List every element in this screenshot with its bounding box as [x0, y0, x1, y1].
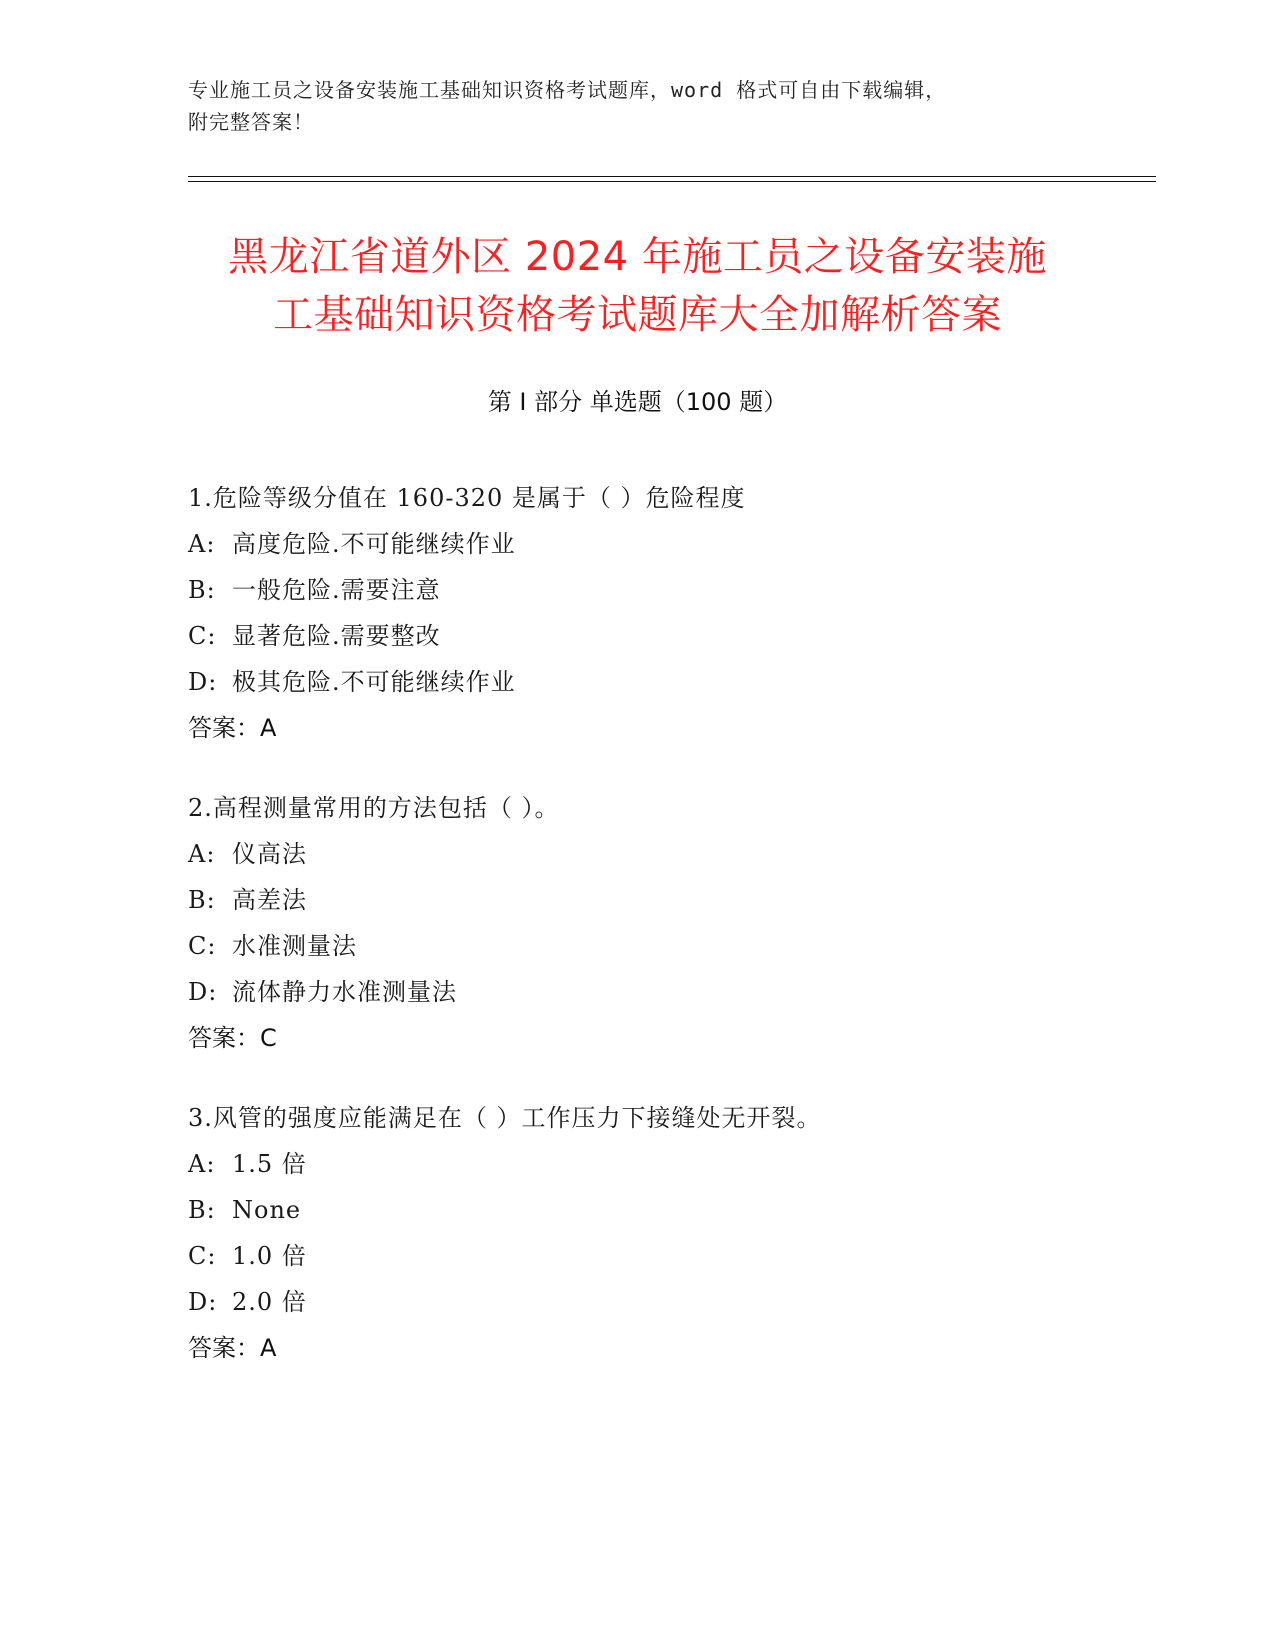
header-note-line-2: 附完整答案！: [188, 110, 314, 134]
option-c: [188, 923, 1148, 969]
option-text: 仪高法: [232, 840, 307, 868]
option-key: A:: [188, 1150, 216, 1178]
option-c: [188, 613, 1148, 659]
option-key: D:: [188, 978, 218, 1006]
question-stem: 2.高程测量常用的方法包括（ ）。: [188, 794, 560, 822]
option-key: C:: [188, 622, 217, 650]
answer: 答案：A: [188, 714, 277, 742]
option-text: None: [232, 1196, 302, 1224]
question-stem: 3.风管的强度应能满足在（ ）工作压力下接缝处无开裂。: [188, 1104, 822, 1132]
answer: 答案：A: [188, 1334, 277, 1362]
option-text: 极其危险.不可能继续作业: [232, 668, 516, 696]
option-key: A:: [188, 840, 216, 868]
option-b: [188, 1187, 1148, 1233]
option-text: 水准测量法: [232, 932, 357, 960]
header-rule-bottom: [188, 181, 1156, 182]
header-rule-top: [188, 176, 1156, 177]
option-d: [188, 659, 1148, 705]
question-list: [188, 475, 1148, 1405]
option-b: [188, 877, 1148, 923]
question-3: [188, 1095, 1148, 1371]
option-a: [188, 1141, 1148, 1187]
option-text: 2.0 倍: [232, 1288, 307, 1316]
option-key: B:: [188, 886, 216, 914]
option-text: 一般危险.需要注意: [232, 576, 441, 604]
option-a: [188, 831, 1148, 877]
section-title: 第 I 部分 单选题（100 题）: [487, 388, 788, 416]
document-title-line-2: 工基础知识资格考试题库大全加解析答案: [273, 292, 1002, 338]
question-stem: 1.危险等级分值在 160-320 是属于（ ）危险程度: [188, 484, 746, 512]
option-key: B:: [188, 1196, 216, 1224]
header-note: [188, 74, 1088, 138]
option-a: [188, 521, 1148, 567]
answer: 答案：C: [188, 1024, 277, 1052]
option-text: 高差法: [232, 886, 307, 914]
option-d: [188, 1279, 1148, 1325]
document-title-line-1: 黑龙江省道外区 2024 年施工员之设备安装施: [228, 234, 1047, 280]
option-c: [188, 1233, 1148, 1279]
header-note-line-1: 专业施工员之设备安装施工基础知识资格考试题库，word 格式可自由下载编辑，: [188, 78, 947, 102]
option-key: C:: [188, 932, 217, 960]
option-text: 高度危险.不可能继续作业: [232, 530, 516, 558]
option-key: A:: [188, 530, 216, 558]
option-b: [188, 567, 1148, 613]
question-1: [188, 475, 1148, 751]
option-text: 1.0 倍: [232, 1242, 307, 1270]
option-d: [188, 969, 1148, 1015]
option-key: D:: [188, 1288, 218, 1316]
option-text: 显著危险.需要整改: [232, 622, 441, 650]
document-title: [150, 228, 1125, 344]
option-key: C:: [188, 1242, 217, 1270]
option-text: 1.5 倍: [232, 1150, 307, 1178]
option-key: D:: [188, 668, 218, 696]
question-2: [188, 785, 1148, 1061]
option-key: B:: [188, 576, 216, 604]
option-text: 流体静力水准测量法: [232, 978, 457, 1006]
